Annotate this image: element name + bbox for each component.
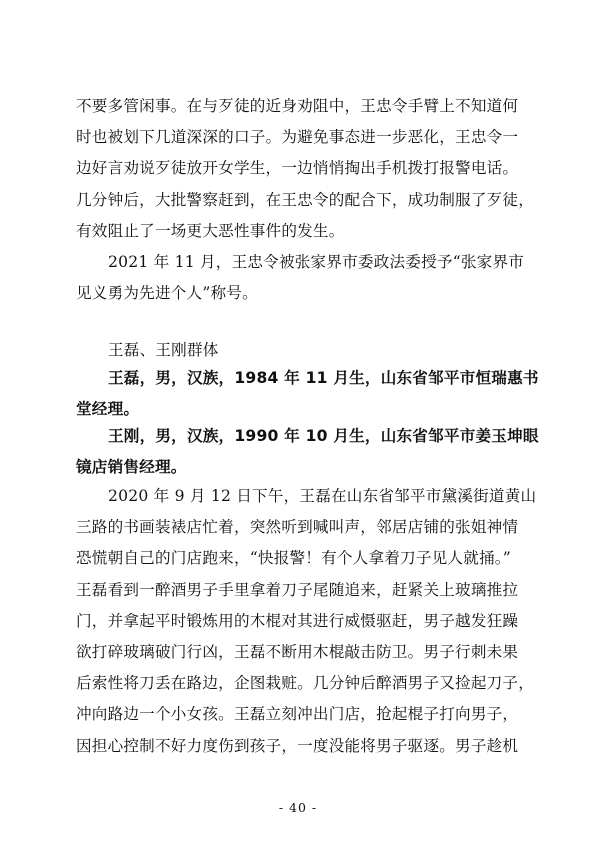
bio-line: 镜店销售经理。 <box>76 458 187 477</box>
paragraph-line: 时也被划下几道深深的口子。为避免事态进一步恶化，王忠令一 <box>76 128 519 147</box>
paragraph-line: 王磊看到一醉酒男子手里拿着刀子尾随追来，赶紧关上玻璃推拉 <box>76 580 519 599</box>
paragraph-line: 门，并拿起平时锻炼用的木棍对其进行威慑驱赶，男子越发狂躁 <box>76 611 519 630</box>
paragraph-line: 2020 年 9 月 12 日下午，王磊在山东省邹平市黛溪街道黄山 <box>108 487 537 505</box>
paragraph-line: 2021 年 11 月，王忠令被张家界市委政法委授予“张家界市 <box>108 253 525 271</box>
paragraph-line: 冲向路边一个小女孩。王磊立刻冲出门店，抢起棍子打向男子， <box>76 705 519 724</box>
bio-line: 王磊，男，汉族，1984 年 11 月生，山东省邹平市恒瑞惠书 <box>108 369 539 387</box>
paragraph-line: 因担心控制不好力度伤到孩子，一度没能将男子驱逐。男子趁机 <box>76 736 519 755</box>
paragraph-line: 后索性将刀丢在路边，企图栽赃。几分钟后醉酒男子又捡起刀子， <box>76 674 535 693</box>
bio-line: 堂经理。 <box>76 400 140 419</box>
paragraph-line: 三路的书画装裱店忙着，突然听到喊叫声，邻居店铺的张姐神情 <box>76 518 519 537</box>
paragraph-line: 见义勇为先进个人”称号。 <box>76 284 258 303</box>
paragraph-line: 欲打碎玻璃破门行凶，王磊不断用木棍敲击防卫。男子行刺未果 <box>76 643 519 661</box>
paragraph-line: 恐慌朝自己的门店跑来，“快报警！有个人拿着刀子见人就捅。” <box>76 549 511 568</box>
paragraph-line: 几分钟后，大批警察赶到，在王忠令的配合下，成功制服了歹徒， <box>76 190 535 209</box>
paragraph-line: 有效阻止了一场更大恶性事件的发生。 <box>76 221 345 240</box>
bio-line: 王刚，男，汉族，1990 年 10 月生，山东省邹平市姜玉坤眼 <box>108 427 539 445</box>
page-number: - 40 - <box>278 800 318 815</box>
paragraph-line: 边好言劝说歹徒放开女学生，一边悄悄掏出手机拨打报警电话。 <box>76 159 519 178</box>
section-heading: 王磊、王刚群体 <box>108 341 219 359</box>
paragraph-line: 不要多管闲事。在与歹徒的近身劝阻中，王忠令手臂上不知道何 <box>76 97 519 115</box>
